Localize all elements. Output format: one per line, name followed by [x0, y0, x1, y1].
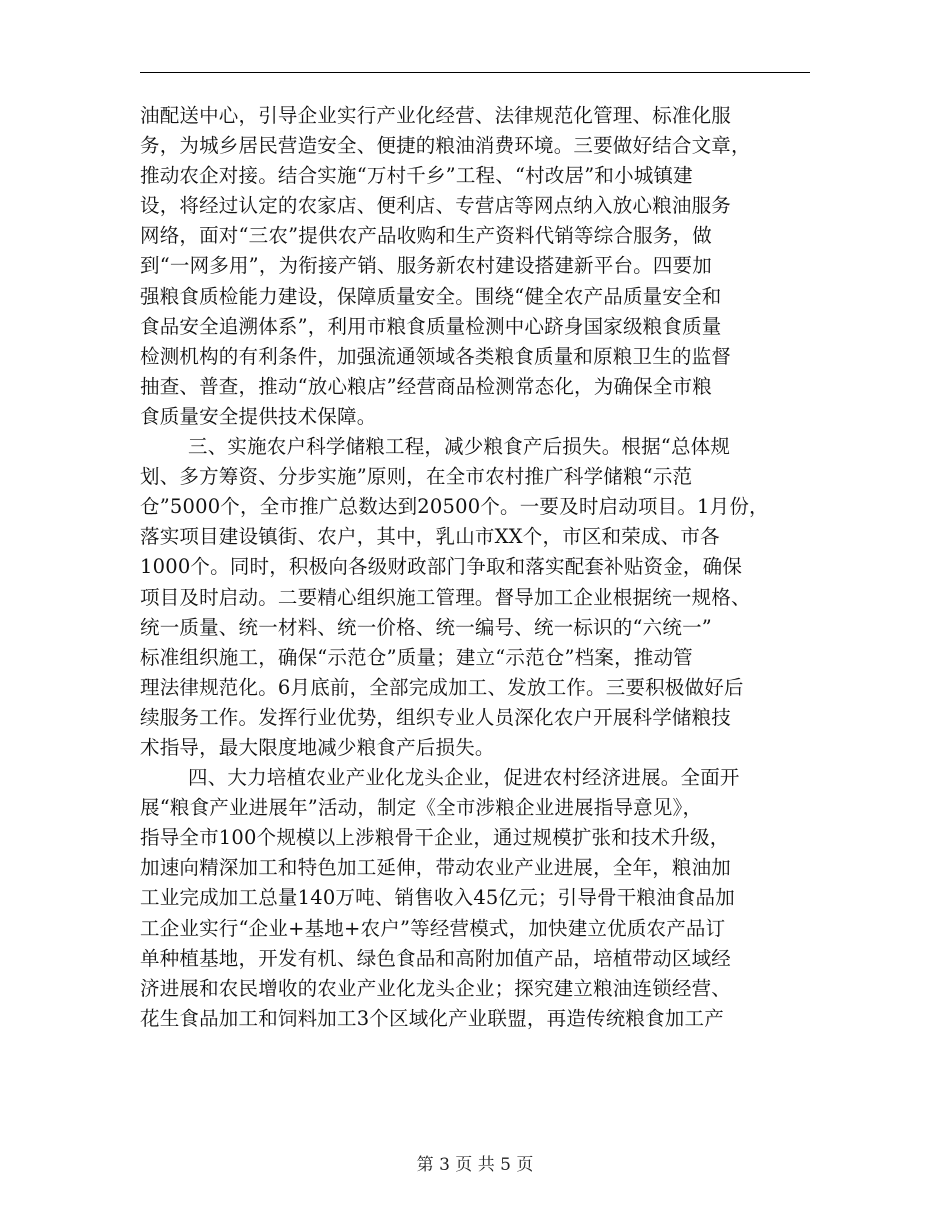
text-line: 抽查、普查，推动“放心粮店”经营商品检测常态化，为确保全市粮 — [140, 374, 712, 398]
text-line: 四、大力培植农业产业化龙头企业，促进农村经济进展。全面开 — [188, 766, 740, 790]
text-line: 花生食品加工和饲料加工3个区域化产业联盟，再造传统粮食加工产 — [140, 1006, 724, 1030]
text-line: 术指导，最大限度地减少粮食产后损失。 — [140, 735, 495, 759]
text-line: 统一质量、统一材料、统一价格、统一编号、统一标识的“六统一” — [140, 615, 712, 639]
text-line: 油配送中心，引导企业实行产业化经营、法律规范化管理、标准化服 — [140, 104, 732, 127]
text-line: 仓”5000个，全市推广总数达到20500个。一要及时启动项目。1月份， — [140, 495, 769, 519]
text-line: 三、实施农户科学储粮工程，减少粮食产后损失。根据“总体规 — [188, 435, 731, 459]
text-line: 设，将经过认定的农家店、便利店、专营店等网点纳入放心粮油服务 — [140, 194, 732, 218]
page-footer: 第 3 页 共 5 页 — [416, 1155, 534, 1175]
text-line: 项目及时启动。二要精心组织施工管理。督导加工企业根据统一规格、 — [140, 585, 751, 609]
text-line: 推动农企对接。结合实施“万村千乡”工程、“村改居”和小城镇建 — [140, 164, 693, 188]
text-line: 指导全市100个规模以上涉粮骨干企业，通过规模扩张和技术升级， — [140, 826, 730, 850]
text-line: 展“粮食产业进展年”活动，制定《全市涉粮企业进展指导意见》， — [140, 796, 703, 820]
text-line: 工企业实行“企业+基地+农户”等经营模式，加快建立优质农产品订 — [140, 916, 726, 940]
text-line: 济进展和农民增收的农业产业化龙头企业；探究建立粮油连锁经营、 — [140, 976, 732, 1000]
body-text — [140, 101, 830, 1034]
text-line: 食品安全追溯体系”，利用市粮食质量检测中心跻身国家级粮食质量 — [140, 314, 722, 338]
text-line: 食质量安全提供技术保障。 — [140, 404, 377, 428]
text-line: 检测机构的有利条件，加强流通领域各类粮食质量和原粮卫生的监督 — [140, 344, 732, 368]
text-line: 标准组织施工，确保“示范仓”质量；建立“示范仓”档案，推动管 — [140, 645, 693, 669]
text-line: 续服务工作。发挥行业优势，组织专业人员深化农户开展科学储粮技 — [140, 705, 732, 729]
header-rule — [140, 72, 810, 73]
text-line: 网络，面对“三农”提供农产品收购和生产资料代销等综合服务，做 — [140, 224, 712, 248]
text-line: 1000个。同时，积极向各级财政部门争取和落实配套补贴资金，确保 — [140, 555, 743, 579]
text-line: 加速向精深加工和特色加工延伸，带动农业产业进展，全年，粮油加 — [140, 856, 732, 880]
text-line: 单种植基地，开发有机、绿色食品和高附加值产品，培植带动区域经 — [140, 946, 732, 970]
text-line: 到“一网多用”，为衔接产销、服务新农村建设搭建新平台。四要加 — [140, 254, 712, 278]
text-line: 工业完成加工总量140万吨、销售收入45亿元；引导骨干粮油食品加 — [140, 886, 735, 910]
text-line: 落实项目建设镇街、农户，其中，乳山市XX个，市区和荣成、市各 — [140, 525, 720, 549]
text-line: 划、多方筹资、分步实施”原则，在全市农村推广科学储粮“示范 — [140, 465, 693, 489]
text-line: 理法律规范化。6月底前，全部完成加工、发放工作。三要积极做好后 — [140, 675, 744, 699]
text-line: 强粮食质检能力建设，保障质量安全。围绕“健全农产品质量安全和 — [140, 284, 722, 308]
text-line: 务，为城乡居民营造安全、便捷的粮油消费环境。三要做好结合文章， — [140, 134, 751, 158]
